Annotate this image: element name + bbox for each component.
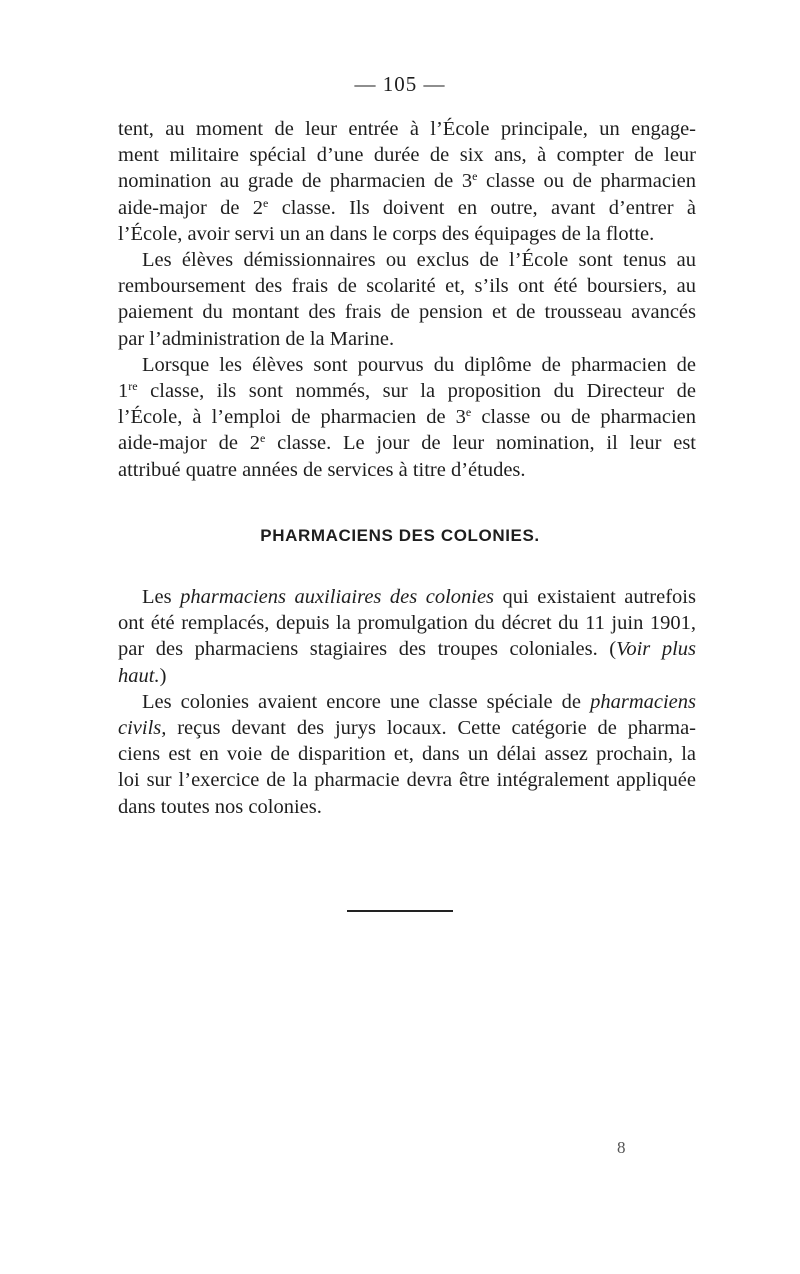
text-run: classe. Le jour de leur nomination, il leur est xyxy=(265,432,697,455)
superscript: e xyxy=(263,195,269,210)
text-run: nomination au grade de pharmacien de 3 xyxy=(118,170,473,193)
text-run: 1 xyxy=(118,380,129,403)
text-line xyxy=(118,195,696,221)
text-run: ) xyxy=(159,664,167,687)
text-line xyxy=(118,168,696,194)
text-line xyxy=(118,663,696,689)
paragraph-engagement xyxy=(118,116,696,247)
text-line: par l’administration de la Marine. xyxy=(118,327,395,350)
text-run: par des pharmaciens stagiaires des troupes coloniales. ( xyxy=(118,638,617,661)
text-line xyxy=(118,689,696,715)
paragraph-pharmaciens-civils xyxy=(118,689,696,820)
text-line xyxy=(118,378,696,404)
text-line: tent, au moment de leur entrée à l’École principale, un engage- xyxy=(118,118,696,140)
paragraph-diplome xyxy=(118,352,696,483)
text-line xyxy=(118,404,696,430)
text-run: classe. Ils doivent en outre, avant d’entrer à xyxy=(268,196,696,219)
page-number: — 105 — xyxy=(354,72,446,96)
text-run: l’École, à l’emploi de pharmacien de 3 xyxy=(118,406,466,429)
italic-run: civils, xyxy=(118,717,167,740)
text-block-pharmaciens-colonies xyxy=(118,584,696,820)
text-run: Les xyxy=(142,586,181,608)
text-line: dans toutes nos colonies. xyxy=(118,795,322,818)
text-line: ment militaire spécial d’une durée de six ans, à compter de leur xyxy=(118,144,696,167)
text-line xyxy=(118,584,696,610)
text-line: remboursement des frais de scolarité et, s’ils ont été boursiers, au xyxy=(118,275,696,298)
text-line: Les élèves démissionnaires ou exclus de l’École sont tenus au xyxy=(142,249,696,272)
text-line: ciens est en voie de disparition et, dans un délai assez prochain, la xyxy=(118,743,696,766)
closing-rule xyxy=(347,910,453,912)
paragraph-demission xyxy=(118,247,696,352)
signature-mark: 8 xyxy=(617,1138,626,1157)
text-line: Lorsque les élèves sont pourvus du diplôme de pharmacien de xyxy=(142,353,696,376)
superscript: e xyxy=(465,405,472,420)
superscript: e xyxy=(472,169,478,184)
text-run: classe ou de pharmacien xyxy=(477,170,696,193)
italic-run: haut. xyxy=(118,664,160,687)
italic-run: pharmaciens xyxy=(590,690,696,713)
text-line xyxy=(118,715,696,741)
text-line: ont été remplacés, depuis la promulgation du décret du 11 juin 1901, xyxy=(118,612,696,635)
superscript: re xyxy=(128,379,138,394)
text-run: aide-major de 2 xyxy=(118,432,260,455)
text-line: paiement du montant des frais de pension et de trousseau avancés xyxy=(118,301,696,324)
section-heading: PHARMACIENS DES COLONIES. xyxy=(260,526,540,545)
text-run: Les colonies avaient encore une classe spéciale de xyxy=(142,690,591,713)
text-line xyxy=(118,430,696,456)
text-run: classe, ils sont nommés, sur la proposition du Directeur de xyxy=(137,380,696,403)
paragraph-auxiliaires xyxy=(118,584,696,689)
text-line: l’École, avoir servi un an dans le corps des équipages de la flotte. xyxy=(118,222,655,245)
text-line: attribué quatre années de services à titre d’études. xyxy=(118,458,526,481)
text-line xyxy=(118,636,696,662)
text-line: loi sur l’exercice de la pharmacie devra être intégralement appliquée xyxy=(118,769,696,792)
italic-run: Voir plus xyxy=(616,638,696,661)
text-run: aide-major de 2 xyxy=(118,196,264,219)
text-block-pharmacien-marine xyxy=(118,116,696,483)
text-run: qui existaient autrefois xyxy=(494,586,696,608)
text-run: reçus devant des jurys locaux. Cette catégorie de pharma- xyxy=(166,717,696,740)
italic-run: pharmaciens auxiliaires des colonies xyxy=(180,586,495,608)
superscript: e xyxy=(260,431,266,446)
text-run: classe ou de pharmacien xyxy=(471,406,696,429)
